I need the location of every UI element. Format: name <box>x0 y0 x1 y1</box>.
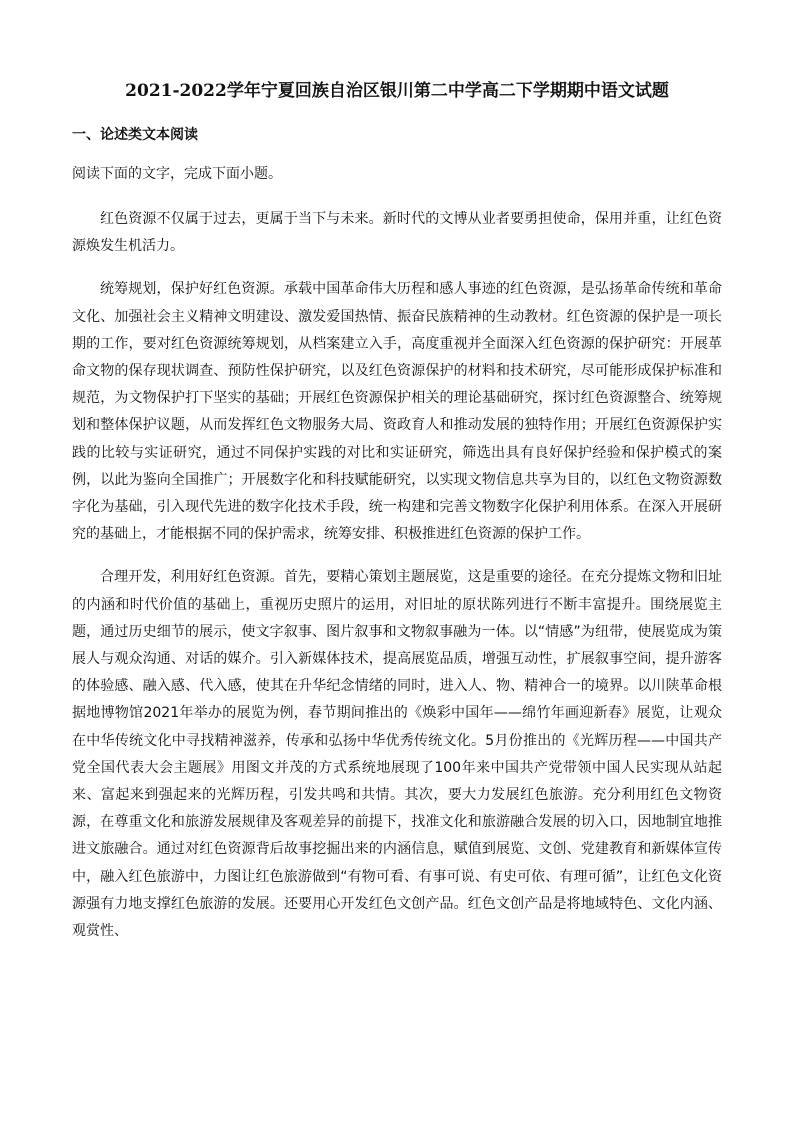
passage-body <box>72 206 722 961</box>
section-heading: 一、论述类文本阅读 <box>72 127 198 143</box>
passage-paragraph: 统筹规划，保护好红色资源。承载中国革命伟大历程和感人事迹的红色资源，是弘扬革命传统和革命文化、加强社会主义精神文明建设、激发爱国热情、振奋民族精神的生动教材。红色资源的保护是一项长期的工作，要对红色资源统筹规划，从档案建立入手，高度重视并全面深入红色资源的保护研究：开展革命文物的保存现状调查、预防性保护研究，以及红色资源保护的材料和技术研究，尽可能形成保护标准和规范，为文物保护打下坚实的基础；开展红色资源保护相关的理论基础研究，探讨红色资源整合、统筹规划和整体保护议题，从而发挥红色文物服务大局、资政育人和推动发展的独特作用；开展红色资源保护实践的比较与实证研究，通过不同保护实践的对比和实证研究，筛选出具有良好保护经验和保护模式的案例，以此为鉴向全国推广；开展数字化和科技赋能研究，以实现文物信息共享为目的，以红色文物资源数字化为基础，引入现代先进的数字化技术手段，统一构建和完善文物数字化保护利用体系。在深入开展研究的基础上，才能根据不同的保护需求，统筹安排、积极推进红色资源的保护工作。 <box>72 281 722 543</box>
passage-paragraph: 红色资源不仅属于过去，更属于当下与未来。新时代的文博从业者要勇担使命，保用并重，让红色资源焕发生机活力。 <box>72 211 722 255</box>
reading-instruction: 阅读下面的文字，完成下面小题。 <box>72 166 282 182</box>
document-title: 2021-2022学年宁夏回族自治区银川第二中学高二下学期期中语文试题 <box>125 81 669 101</box>
passage-paragraph: 合理开发，利用好红色资源。首先，要精心策划主题展览，这是重要的途径。在充分提炼文物和旧址的内涵和时代价值的基础上，重视历史照片的运用，对旧址的原状陈列进行不断丰富提升。围绕展览主题，通过历史细节的展示，使文字叙事、图片叙事和文物叙事融为一体。以“情感”为纽带，使展览成为策展人与观众沟通、对话的媒介。引入新媒体技术，提高展览品质，增强互动性，扩展叙事空间，提升游客的体验感、融入感、代入感，使其在升华纪念情绪的同时，进入人、物、精神合一的境界。以川陕革命根据地博物馆2021年举办的展览为例，春节期间推出的《焕彩中国年——绵竹年画迎新春》展览，让观众在中华传统文化中寻找精神滋养，传承和弘扬中华优秀传统文化。5月份推出的《光辉历程——中国共产党全国代表大会主题展》用图文并茂的方式系统地展现了100年来中国共产党带领中国人民实现从站起来、富起来到强起来的光辉历程，引发共鸣和共情。其次，要大力发展红色旅游。充分利用红色文物资源，在尊重文化和旅游发展规律及客观差异的前提下，找准文化和旅游融合发展的切入口，因地制宜地推进文旅融合。通过对红色资源背后故事挖掘出来的内涵信息，赋值到展览、文创、党建教育和新媒体宣传中，融入红色旅游中，力图让红色旅游做到“有物可看、有事可说、有史可依、有理可循”，让红色文化资源强有力地支撑红色旅游的发展。还要用心开发红色文创产品。红色文创产品是将地域特色、文化内涵、观赏性、 <box>72 569 722 940</box>
